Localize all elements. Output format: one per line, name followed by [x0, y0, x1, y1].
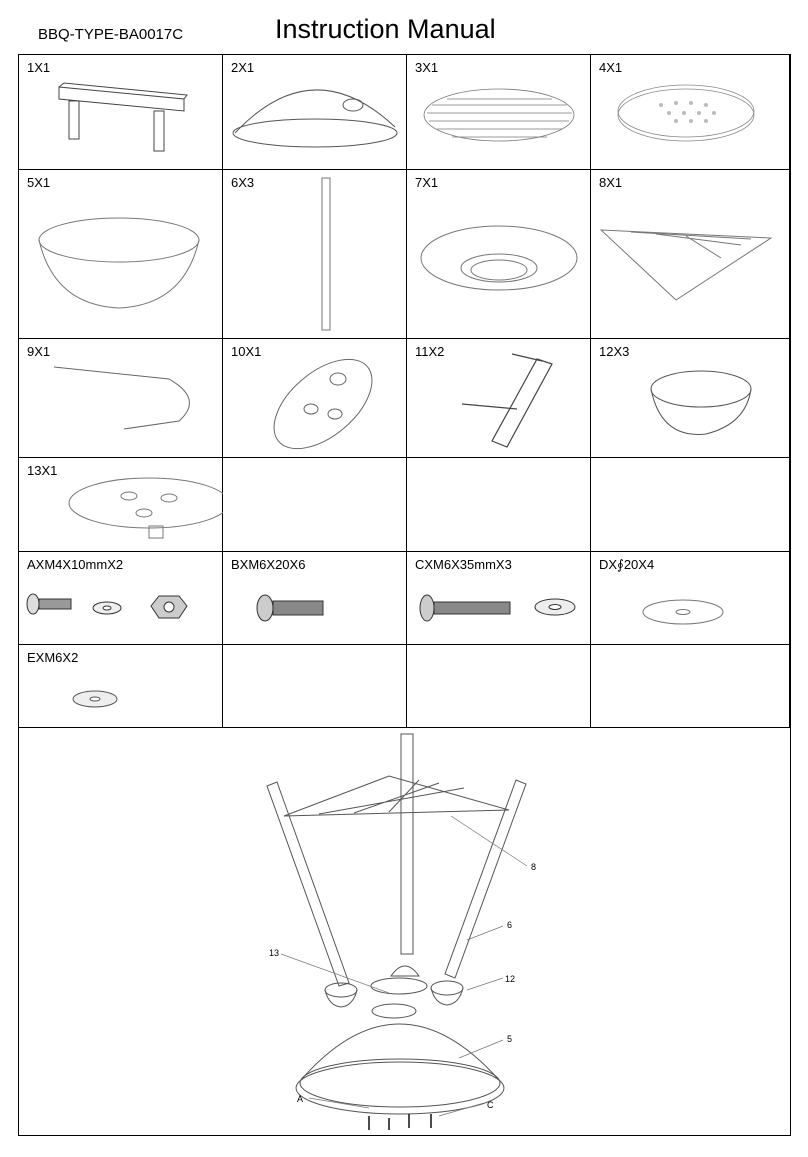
part-cell — [591, 458, 790, 552]
part-label: 6X3 — [231, 175, 255, 190]
hardware-cell — [223, 552, 407, 645]
part-label: 3X1 — [415, 60, 439, 75]
part-label: 1X1 — [27, 60, 51, 75]
charcoal-grate-icon — [591, 55, 790, 170]
part-cell — [591, 170, 790, 339]
exploded-assembly-icon — [19, 728, 790, 1135]
bolt-icon — [223, 552, 407, 645]
hardware-label: DX∮20X4 — [599, 557, 655, 572]
part-cell — [591, 55, 790, 170]
hardware-label: EXM6X2 — [27, 650, 79, 665]
part-cell — [223, 458, 407, 552]
part-cell — [19, 339, 223, 458]
part-label: 13X1 — [27, 463, 58, 478]
hook-bracket-icon — [19, 339, 223, 458]
vent-disc-icon — [19, 458, 223, 552]
hardware-cell — [19, 645, 223, 728]
callout-6: 6 — [507, 920, 513, 930]
part-cell — [19, 458, 223, 552]
part-label: 8X1 — [599, 175, 623, 190]
triangle-rack-icon — [591, 170, 790, 339]
ash-tray-ring-icon — [407, 170, 591, 339]
part-cell — [591, 339, 790, 458]
bowl-icon — [19, 170, 223, 339]
lid-dome-icon — [223, 55, 407, 170]
leg-tube-icon — [223, 170, 407, 339]
hardware-label: CXM6X35mmX3 — [415, 557, 512, 572]
part-cell — [223, 339, 407, 458]
callout-13: 13 — [269, 948, 280, 958]
page-title: Instruction Manual — [275, 14, 496, 44]
callout-5: 5 — [507, 1034, 513, 1044]
hardware-cell — [407, 645, 591, 728]
model-number: BBQ-TYPE-BA0017C — [38, 26, 184, 43]
small-washer-icon — [19, 645, 223, 728]
hardware-cell — [591, 645, 790, 728]
handle-bracket-icon — [407, 339, 591, 458]
washer-icon — [591, 552, 790, 645]
leg-cup-icon — [591, 339, 790, 458]
part-label: 4X1 — [599, 60, 623, 75]
part-label: 11X2 — [415, 344, 445, 359]
callout-12: 12 — [505, 974, 516, 984]
long-bolt-washer-icon — [407, 552, 591, 645]
cooking-grate-icon — [407, 55, 591, 170]
part-cell — [19, 55, 223, 170]
part-cell — [407, 55, 591, 170]
part-cell — [407, 458, 591, 552]
callout-8: 8 — [531, 862, 537, 872]
part-cell — [223, 170, 407, 339]
hardware-cell — [591, 552, 790, 645]
hardware-cell — [407, 552, 591, 645]
part-label: 12X3 — [599, 344, 630, 359]
parts-table — [18, 54, 791, 1136]
part-cell — [407, 339, 591, 458]
part-cell — [223, 55, 407, 170]
part-cell — [407, 170, 591, 339]
callout-a: A — [297, 1094, 304, 1104]
part-label: 2X1 — [231, 60, 255, 75]
part-label: 10X1 — [231, 344, 262, 359]
hardware-cell — [19, 552, 223, 645]
part-cell — [19, 170, 223, 339]
part-label: 7X1 — [415, 175, 439, 190]
part-label: 9X1 — [27, 344, 51, 359]
assembly-panel — [19, 728, 790, 1135]
vent-plate-icon — [223, 339, 407, 458]
handle-bar-icon — [19, 55, 223, 170]
hardware-label: AXM4X10mmX2 — [27, 557, 124, 572]
bolt-washer-nut-icon — [19, 552, 223, 645]
hardware-cell — [223, 645, 407, 728]
part-label: 5X1 — [27, 175, 51, 190]
hardware-label: BXM6X20X6 — [231, 557, 306, 572]
callout-c: C — [487, 1100, 494, 1110]
